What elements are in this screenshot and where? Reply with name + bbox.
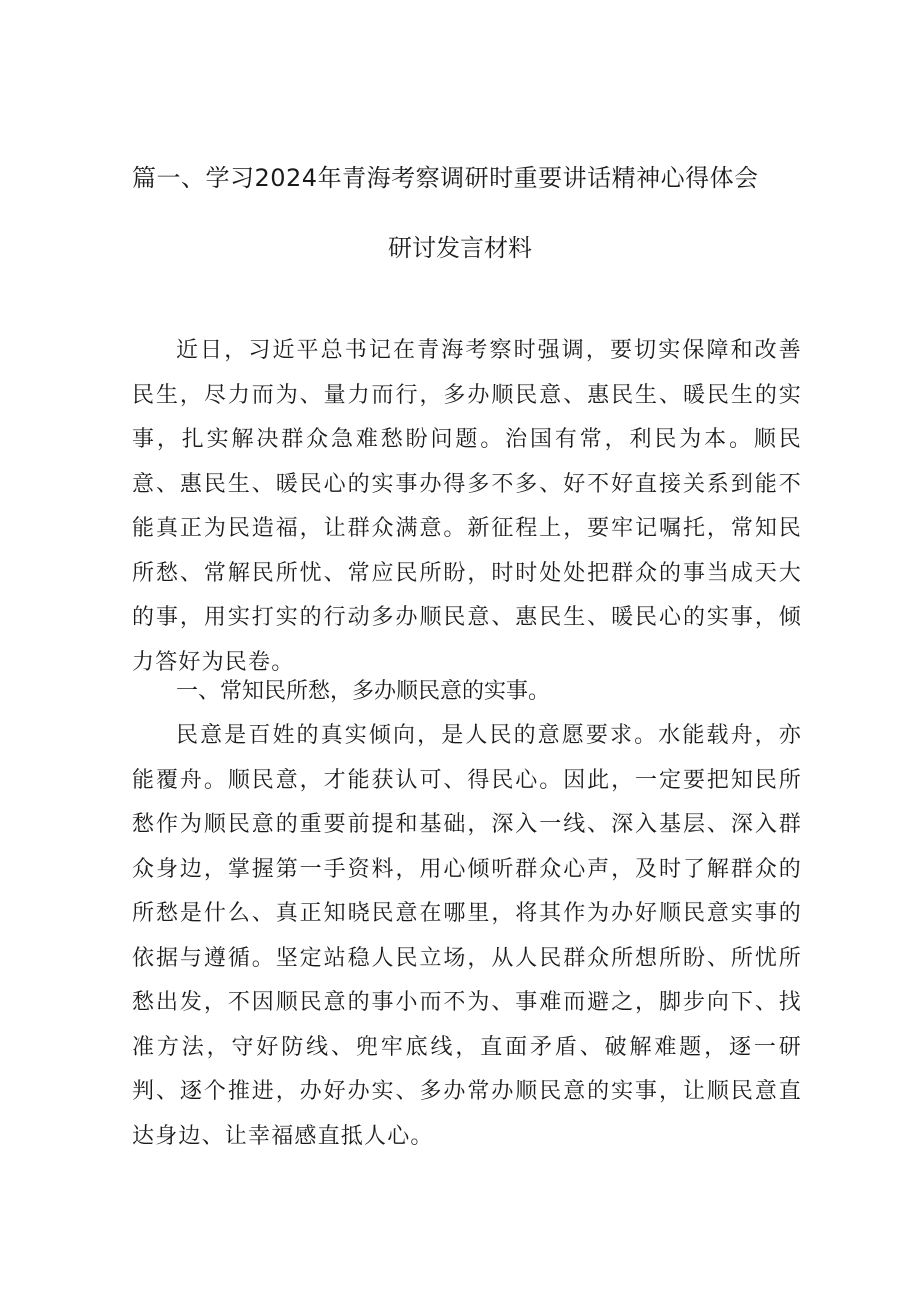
body-paragraph-section-1: 民意是百姓的真实倾向，是人民的意愿要求。水能载舟，亦能覆舟。顺民意，才能获认可、得民心。因此，一定要把知民所愁作为顺民意的重要前提和基础，深入一线、深入基层、深入群众身边，掌握第一手资料，用心倾听群众心声，及时了解群众的所愁是什么、真正知晓民意在哪里，将其作为办好顺民意实事的依据与遵循。坚定站稳人民立场，从人民群众所想所盼、所忧所愁出发，不因顺民意的事小而不为、事难而避之，脚步向下、找准方法，守好防线、兜牢底线，直面矛盾、破解难题，逐一研判、逐个推进，办好办实、多办常办顺民意的实事，让顺民意直达身边、让幸福感直抵人心。	[132, 723, 802, 1149]
document-title: 篇一、学习2024年青海考察调研时重要讲话精神心得体会	[132, 164, 759, 192]
section-heading-1: 一、常知民所愁，多办顺民意的实事。	[176, 679, 551, 704]
document-subtitle: 研讨发言材料	[388, 234, 532, 262]
body-paragraph-intro: 近日，习近平总书记在青海考察时强调，要切实保障和改善民生，尽力而为、量力而行，多办顺民意、惠民生、暖民生的实事，扎实解决群众急难愁盼问题。治国有常，利民为本。顺民意、惠民生、暖民心的实事办得多不多、好不好直接关系到能不能真正为民造福，让群众满意。新征程上，要牢记嘱托，常知民所愁、常解民所忧、常应民所盼，时时处处把群众的事当成天大的事，用实打实的行动多办顺民意、惠民生、暖民心的实事，倾力答好为民卷。	[132, 338, 802, 675]
